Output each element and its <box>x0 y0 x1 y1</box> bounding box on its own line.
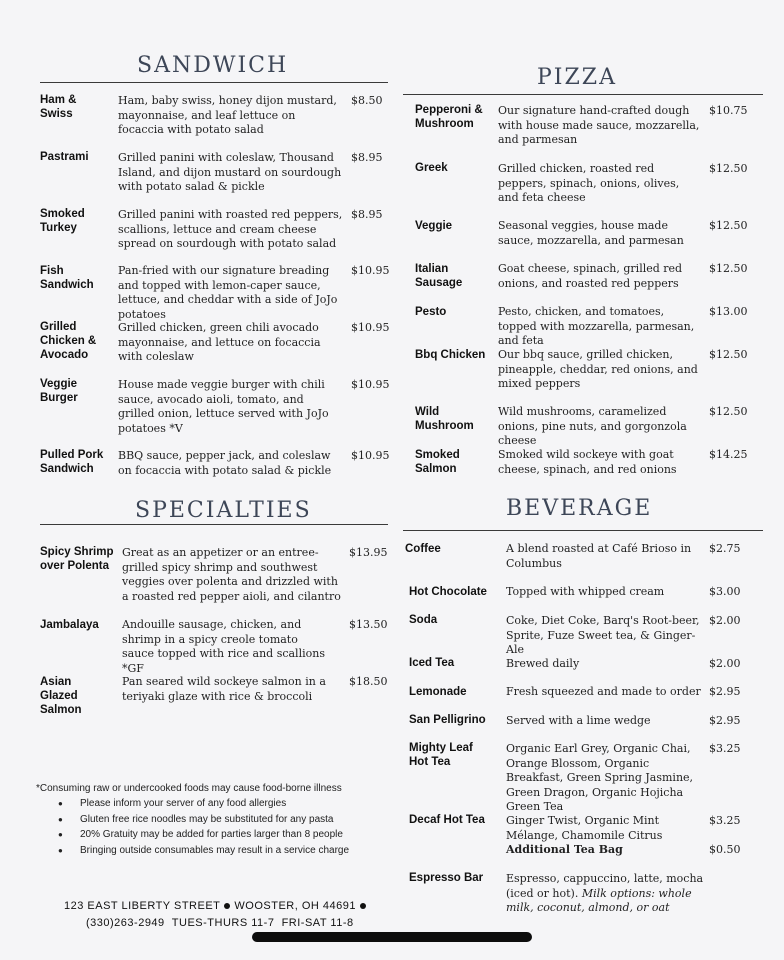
menu-item-price: $13.95 <box>349 546 388 559</box>
menu-item-price: $12.50 <box>709 162 748 175</box>
footer-phone: (330)263-2949 <box>86 917 165 929</box>
menu-item-price: $3.25 <box>709 742 741 755</box>
menu-item-price: $0.50 <box>709 843 741 856</box>
menu-item-desc: Grilled chicken, green chili avocado mayonnaise, and lettuce on focaccia with coleslaw <box>118 321 321 363</box>
menu-item-desc: Served with a lime wedge <box>506 714 651 727</box>
menu-item-name: Smoked Turkey <box>40 208 85 234</box>
milk-options: Milk options: whole milk, coconut, almond, or oat <box>506 886 692 914</box>
note-item: ● Bringing outside consumables may result in a service charge <box>58 843 398 859</box>
menu-item-name: San Pelligrino <box>409 714 486 726</box>
menu-item-name: Espresso Bar <box>409 872 484 884</box>
menu-item-price: $10.95 <box>351 264 390 277</box>
footer-hours-weekday: TUES-THURS 11-7 <box>171 917 275 929</box>
menu-item-desc: Our bbq sauce, grilled chicken, pineapple, cheddar, red onions, and mixed peppers <box>498 348 698 390</box>
menu-item-name: Grilled Chicken & Avocado <box>40 321 97 361</box>
menu-item-name: Spicy Shrimp over Polenta <box>40 546 114 572</box>
menu-item-price: $8.50 <box>351 94 383 107</box>
menu-item-desc: BBQ sauce, pepper jack, and coleslaw on focaccia with potato salad & pickle <box>118 449 332 477</box>
pizza-divider <box>403 94 763 95</box>
menu-item-name: Hot Chocolate <box>409 586 487 598</box>
menu-item-price: $12.50 <box>709 262 748 275</box>
menu-item-desc: Grilled chicken, roasted red peppers, spinach, onions, olives, and feta cheese <box>498 162 680 204</box>
menu-item-price: $2.75 <box>709 542 741 555</box>
specialties-title: SPECIALTIES <box>135 498 312 523</box>
espresso-desc: Espresso, cappuccino, latte, mocha (iced or hot). <box>506 872 704 900</box>
menu-item-price: $3.00 <box>709 585 741 598</box>
menu-item-name: Pulled Pork Sandwich <box>40 449 104 475</box>
menu-item-price: $3.25 <box>709 814 741 827</box>
menu-item-price: $8.95 <box>351 151 383 164</box>
specialties-divider <box>40 524 388 525</box>
menu-item-price: $12.50 <box>709 348 748 361</box>
menu-item-name: Pesto <box>415 306 447 318</box>
menu-item-desc: A blend roasted at Café Brioso in Columbus <box>506 542 692 570</box>
menu-item-name: Bbq Chicken <box>415 349 486 361</box>
consuming-note: *Consuming raw or undercooked foods may cause food-borne illness <box>36 783 342 794</box>
menu-item-desc: Ham, baby swiss, honey dijon mustard, mayonnaise, and leaf lettuce on focaccia with potato salad <box>118 94 337 136</box>
menu-item-name: Veggie <box>415 220 453 232</box>
beverage-divider <box>403 530 763 531</box>
menu-item-price: $12.50 <box>709 405 748 418</box>
menu-item-desc: Our signature hand-crafted dough with house made sauce, mozzarella, and parmesan <box>498 104 700 146</box>
scrollbar-handle[interactable] <box>252 932 532 942</box>
menu-item-desc: Pan-fried with our signature breading and topped with lemon-caper sauce, lettuce, and cheddar with a side of JoJo potatoes <box>118 264 338 321</box>
pizza-title: PIZZA <box>537 65 617 90</box>
menu-item-price: $2.95 <box>709 685 741 698</box>
beverage-title: BEVERAGE <box>506 496 653 521</box>
menu-item-price: $10.75 <box>709 104 748 117</box>
menu-item-desc: Organic Earl Grey, Organic Chai, Orange Blossom, Organic Breakfast, Green Spring Jasmine, Green Dragon, Organic Hojicha Green Tea <box>506 742 694 813</box>
menu-item-name: Decaf Hot Tea <box>409 814 485 826</box>
sandwich-divider <box>40 82 388 83</box>
sandwich-title: SANDWICH <box>137 53 289 78</box>
menu-item-price: $10.95 <box>351 449 390 462</box>
menu-item-price: $2.95 <box>709 714 741 727</box>
menu-item-price: $13.50 <box>349 618 388 631</box>
menu-item-name: Mighty Leaf Hot Tea <box>409 742 473 768</box>
menu-item-name: Wild Mushroom <box>415 406 474 432</box>
menu-item-name: Asian Glazed Salmon <box>40 676 82 716</box>
menu-item-price: $13.00 <box>709 305 748 318</box>
menu-item-price: $14.25 <box>709 448 748 461</box>
note-item: ● Please inform your server of any food allergies <box>58 796 398 812</box>
menu-item-name: Jambalaya <box>40 619 99 631</box>
notes-list <box>58 796 398 858</box>
menu-item-name: Iced Tea <box>409 657 455 669</box>
menu-item-desc <box>506 872 706 916</box>
menu-item-price: $10.95 <box>351 321 390 334</box>
menu-item-price: $2.00 <box>709 657 741 670</box>
menu-item-desc: Grilled panini with roasted red peppers, scallions, lettuce and cream cheese spread on sourdough with potato salad <box>118 208 343 250</box>
menu-item-name: Lemonade <box>409 686 467 698</box>
menu-item-desc: Smoked wild sockeye with goat cheese, spinach, and red onions <box>498 448 677 476</box>
menu-item-desc: Pan seared wild sockeye salmon in a teriyaki glaze with rice & broccoli <box>122 675 326 703</box>
menu-item-name: Pepperoni & Mushroom <box>415 104 483 130</box>
footer-contact <box>86 917 354 929</box>
menu-item-desc: Ginger Twist, Organic Mint Mélange, Chamomile Citrus <box>506 814 663 842</box>
menu-item-desc: Grilled panini with coleslaw, Thousand Island, and dijon mustard on sourdough with potato salad & pickle <box>118 151 342 193</box>
menu-item-name: Pastrami <box>40 151 89 163</box>
menu-item-desc: House made veggie burger with chili sauce, avocado aioli, tomato, and grilled onion, lettuce served with JoJo potatoes *V <box>118 378 329 435</box>
menu-item-price: $10.95 <box>351 378 390 391</box>
menu-item-desc: Wild mushrooms, caramelized onions, pine nuts, and gorgonzola cheese <box>498 405 687 447</box>
menu-item-name: Italian Sausage <box>415 263 463 289</box>
bullet-dot-icon <box>224 903 230 909</box>
menu-item-desc: Fresh squeezed and made to order <box>506 685 701 698</box>
note-item: ● 20% Gratuity may be added for parties larger than 8 people <box>58 827 398 843</box>
menu-item-name: Soda <box>409 614 438 626</box>
footer-street: 123 EAST LIBERTY STREET <box>64 900 221 912</box>
menu-item-name: Coffee <box>405 543 441 555</box>
menu-item-price: $18.50 <box>349 675 388 688</box>
footer-hours-weekend: FRI-SAT 11-8 <box>281 917 354 929</box>
menu-item-desc: Topped with whipped cream <box>506 585 665 598</box>
menu-item-name: Greek <box>415 162 448 174</box>
note-item: ● Gluten free rice noodles may be substituted for any pasta <box>58 812 398 828</box>
menu-item-price: $8.95 <box>351 208 383 221</box>
additional-tea-bag: Additional Tea Bag <box>506 843 623 856</box>
menu-item-desc: Goat cheese, spinach, grilled red onions, and roasted red peppers <box>498 262 683 290</box>
menu-item-desc: Pesto, chicken, and tomatoes, topped with mozzarella, parmesan, and feta <box>498 305 695 347</box>
bullet-dot-icon <box>360 903 366 909</box>
menu-item-desc: Seasonal veggies, house made sauce, mozzarella, and parmesan <box>498 219 684 247</box>
footer-city: WOOSTER, OH 44691 <box>234 900 356 912</box>
menu-item-desc: Great as an appetizer or an entree- grilled spicy shrimp and southwest veggies over polenta and drizzled with a roasted red pepper aioli, and cilantro <box>122 546 341 603</box>
menu-item-desc: Coke, Diet Coke, Barq's Root-beer, Sprite, Fuze Sweet tea, & Ginger-Ale <box>506 614 700 656</box>
menu-item-desc: Andouille sausage, chicken, and shrimp in a spicy creole tomato sauce topped with rice and scallions *GF <box>122 618 325 675</box>
menu-item-name: Ham & Swiss <box>40 94 77 120</box>
menu-item-desc: Brewed daily <box>506 657 580 670</box>
menu-item-name: Smoked Salmon <box>415 449 460 475</box>
menu-item-price: $2.00 <box>709 614 741 627</box>
footer-address <box>64 900 370 912</box>
menu-item-name: Fish Sandwich <box>40 265 94 291</box>
menu-item-price: $12.50 <box>709 219 748 232</box>
menu-item-name: Veggie Burger <box>40 378 78 404</box>
